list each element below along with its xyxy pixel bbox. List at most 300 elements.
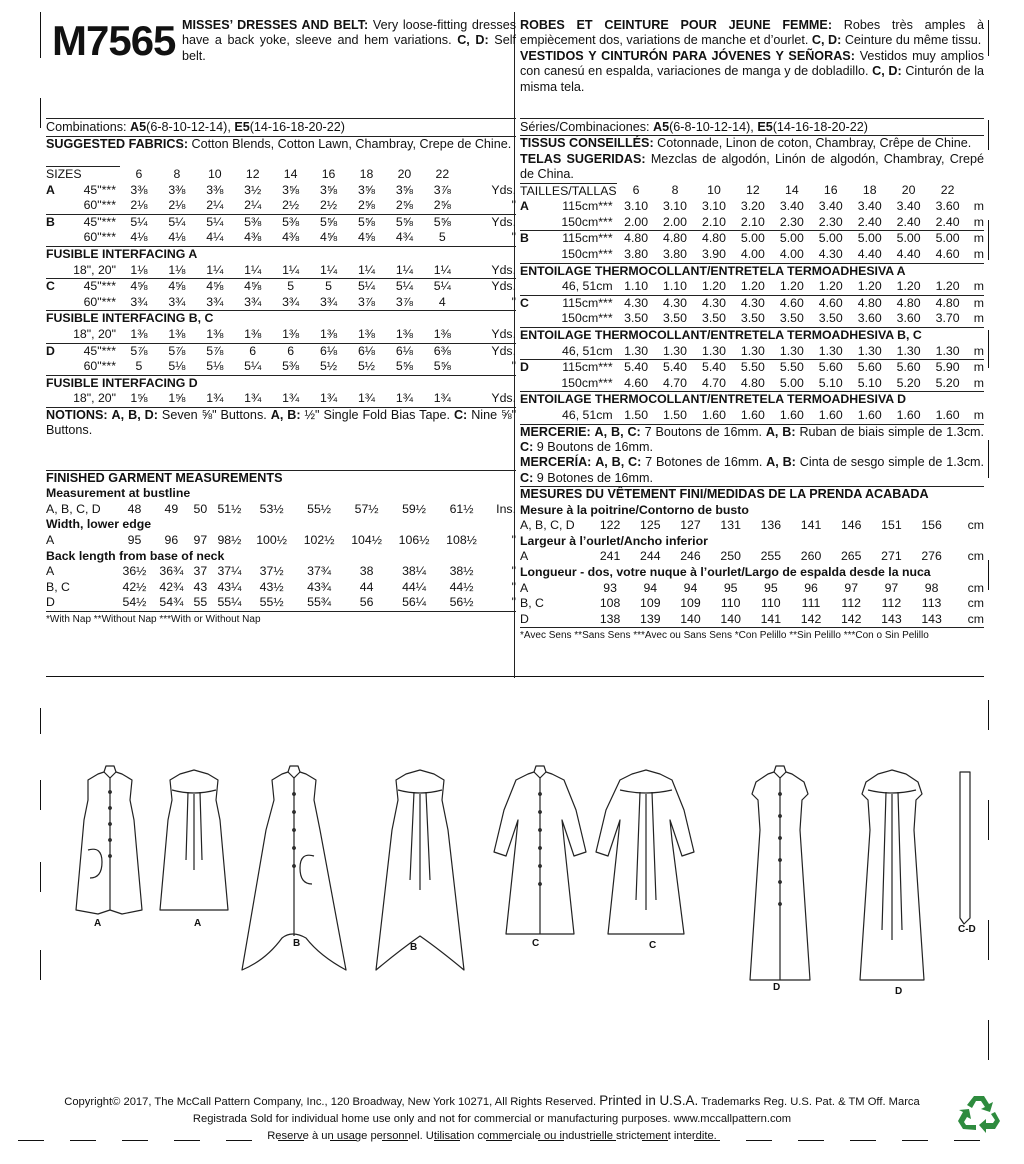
yardage-value: 5.00 [779,375,804,390]
yardage-value: 4⅝ [244,279,262,294]
yardage-row [46,263,516,279]
measure-value: 111 [801,596,821,611]
measure-heading-row [46,486,516,502]
measure-value: 96 [804,580,818,595]
yardage-value: 3.90 [701,247,726,262]
suggested-fabrics [46,136,516,166]
fr-notions-view-3: C: [520,439,534,454]
measure-value: 104½ [351,532,382,547]
yardage-value: 4.80 [740,375,765,390]
view-letter [46,391,60,407]
yardage-value: 5.60 [896,360,921,375]
english-description [182,18,516,64]
yardage-row [46,343,516,359]
series-combinations-line [520,118,984,135]
dash-mark [988,440,989,478]
notions-text-2: ½" Single Fold Bias Tape. [304,407,450,422]
measure-value: 113 [921,596,942,611]
dash-mark [988,1020,989,1060]
fabric-width: 115cm*** [562,231,613,246]
yardage-value: 1¾ [244,391,262,406]
view-letter [46,263,60,279]
yardage-value: 2.40 [896,214,921,229]
measure-value: 55½ [259,595,284,610]
yardage-value: 5.20 [896,375,921,390]
fabric-width: 150cm*** [561,247,613,262]
yardage-value: 5.00 [779,231,804,246]
yardage-value: 4.30 [624,295,649,310]
measure-value: 146 [840,518,862,533]
yardage-value: 5.60 [857,360,882,375]
tissus-conseilles [520,135,984,151]
yardage-value: 1¼ [206,262,224,277]
fabric-width: 115cm*** [562,199,613,214]
fabric-width: 150cm*** [561,375,613,390]
yardage-value: 2.00 [624,214,649,229]
view-letter: D [46,343,55,358]
measure-value: 37¾ [307,564,332,579]
yardage-value: 5.20 [935,375,960,390]
yardage-value: 1.20 [896,279,921,294]
yardage-value: 4⅜ [282,230,300,245]
yardage-value: 5⅛ [206,359,224,374]
fabric-width: 60"*** [83,359,116,374]
interfacing-row [46,311,516,327]
interfacing-row [520,328,984,344]
yardage-value: 5.90 [935,360,960,375]
yardage-value: 4⅝ [320,230,338,245]
fr-notions-text-3: 9 Boutons de 16mm. [536,439,654,454]
measure-value: 97 [844,580,859,595]
yardage-value: 3.10 [701,199,726,214]
yardage-value: 3.50 [779,311,804,326]
merceria [520,455,984,486]
yardage-value: 1⅜ [130,326,148,341]
size-header: 20 [901,183,916,198]
measure-value: 265 [840,549,862,564]
unit: m [973,311,984,326]
yardage-value: 4.70 [701,375,726,390]
es-fabrics-text: Mezclas de algodón, Linón de algodón, Chambray, Crepé de China. [520,151,984,182]
size-header: 22 [940,183,955,198]
recycle-icon [956,1092,1002,1134]
yardage-value: 4.60 [779,295,804,310]
view-c-back-drawing [596,770,694,934]
measure-value: 43½ [259,579,284,594]
english-column [46,18,516,627]
unit: " [511,294,516,309]
measure-value: 112 [841,596,862,611]
yardage-value: 6⅛ [395,343,413,358]
measure-value: 127 [680,518,701,533]
yardage-value: 2.00 [663,214,687,229]
dash-mark [40,780,41,810]
yardage-value: 5.50 [740,360,765,375]
yardage-value: 1⅛ [130,262,148,277]
dash-mark [988,560,989,590]
measure-views: A, B, C, D [520,518,575,533]
es-notions-text-1: 7 Botones de 16mm. [645,455,763,470]
yardage-value: 1.30 [663,343,687,358]
copyright-text: Copyright© 2017, The McCall Pattern Company, Inc., 120 Broadway, New York 10271, All Rights Reserved. [64,1096,597,1108]
fabric-width: 115cm*** [562,295,613,310]
es-notions-view-2: A, B: [766,455,796,470]
size-header: 8 [173,166,181,181]
combinations-label: Combinations: [46,120,127,135]
yardage-value: 1.30 [857,343,882,358]
yardage-row [46,230,516,246]
yardage-value: 1.30 [740,343,765,358]
fabric-width: 18", 20" [73,262,116,277]
yardage-value: 4.80 [701,231,726,246]
yardage-value: 2½ [282,198,300,213]
yardage-value: 1.20 [935,279,960,294]
pattern-code: M7565 [52,17,176,64]
yardage-value: 1⅝ [130,391,148,406]
measure-value: 51½ [217,501,242,516]
measure-value: 37½ [259,564,284,579]
yardage-value: 3⅞ [395,294,413,309]
spanish-cd-label: C, D: [872,64,902,79]
size-header: 10 [707,183,721,198]
yardage-value: 3.50 [624,311,649,326]
series-combo-e-sizes: (14-16-18-20-22) [772,120,868,135]
unit: cm [967,518,984,533]
unit: m [973,360,984,375]
yardage-value: 4.00 [779,247,804,262]
yardage-value: 3.60 [896,311,921,326]
yardage-value: 4.40 [857,247,882,262]
series-combo-e: E5 [757,120,773,135]
yardage-value: 1⅜ [320,326,338,341]
view-letter [520,408,538,424]
measure-value: 95 [127,532,142,547]
yardage-value: 4.80 [624,231,649,246]
measure-value: 142 [800,611,822,626]
finished-measurements-title: FINISHED GARMENT MEASUREMENTS [46,470,516,486]
measure-value: 38¼ [402,564,427,579]
fig-label-c-front: C [532,938,540,949]
sizes-row [520,183,984,199]
yardage-value: 3.50 [663,311,687,326]
yardage-value: 3.80 [624,247,649,262]
measure-heading-row [520,565,984,581]
measure-value: 106½ [398,532,430,547]
combo-e: E5 [234,120,250,135]
yardage-value: 5¼ [130,214,148,229]
es-notions-view-1: A, B, C: [595,455,642,470]
measure-value: 48 [127,501,142,516]
yardage-value: 5.10 [818,375,843,390]
yardage-value: 3.20 [740,199,765,214]
measure-row [46,595,516,611]
view-d-back-drawing [860,770,924,980]
measure-views: A [520,580,529,595]
yardage-value: 3.50 [740,311,765,326]
size-header: 12 [245,166,260,181]
size-header: 16 [823,183,838,198]
measure-heading-row [46,549,516,565]
yardage-value: 2.10 [701,214,726,229]
yardage-value: 3.50 [701,311,726,326]
yardage-value: 4 [438,294,446,309]
yardage-value: 3¾ [206,294,224,309]
yardage-value: 1.20 [779,279,804,294]
es-notions-text-2: Cinta de sesgo simple de 1.3cm. [799,455,985,470]
view-letter: D [520,360,529,375]
spanish-title: VESTIDOS Y CINTURÓN PARA JÓVENES Y SEÑORAS: [520,48,855,63]
es-notions-text-3: 9 Botones de 16mm. [536,470,654,485]
measure-value: 102½ [303,532,335,547]
yardage-value: 3½ [244,182,262,197]
fig-label-c-back: C [649,940,657,951]
measure-value: 93 [603,580,617,595]
footer [0,1092,1024,1145]
measure-heading: Longueur - dos, votre nuque à l’ourlet/Largo de espalda desde la nuca [520,564,931,579]
yardage-value: 4¾ [395,230,413,245]
measure-value: 43 [193,579,208,594]
yardage-value: 4.30 [740,295,765,310]
unit: Yds. [491,326,516,341]
yardage-value: 1.60 [779,407,804,422]
unit: m [973,375,984,390]
measure-views: B, C [46,579,70,594]
yardage-value: 1.30 [624,343,649,358]
measure-value: 241 [599,549,621,564]
measure-row [520,581,984,597]
yardage-value: 2⅝ [395,198,413,213]
yardage-value: 4.80 [857,295,882,310]
english-desc-text: Very loose-fitting dresses have a back yoke, sleeve and hem variations. [182,18,517,48]
view-letter [46,198,60,214]
view-letter: B [520,231,529,246]
measure-heading: Back length from base of neck [46,548,225,563]
measure-row [520,518,984,534]
yardage-value: 5¼ [357,279,376,294]
measure-value: 54½ [122,595,147,610]
unit: m [973,247,984,262]
measure-value: 95 [723,580,738,595]
yardage-value: 3.60 [857,311,882,326]
yardage-value: 4.30 [701,295,726,310]
sizes-label: TAILLES/TALLAS [520,183,617,198]
yardage-value: 1.60 [935,407,960,422]
measure-value: 59½ [402,501,427,516]
unit: " [511,595,516,610]
dash-mark [40,950,41,980]
unit: m [973,343,984,358]
printed-in-usa: Printed in U.S.A. [599,1093,699,1108]
measure-heading: Mesure à la poitrine/Contorno de busto [520,502,749,517]
fabric-width: 150cm*** [561,214,613,229]
interfacing-heading: ENTOILAGE THERMOCOLLANT/ENTRETELA TERMOADHESIVA A [520,263,984,279]
view-letter [520,247,538,263]
yardage-value: 1.30 [935,343,960,358]
yardage-row [520,408,984,424]
measure-views: B, C [520,596,544,611]
french-title: ROBES ET CEINTURE POUR JEUNE FEMME: [520,18,833,32]
yardage-value: 5 [438,230,446,245]
fr-notions-text-2: Ruban de biais simple de 1.3cm. [799,424,984,439]
yardage-value: 2½ [320,198,338,213]
yardage-value: 1.60 [701,407,726,422]
view-d-front-drawing [750,766,810,980]
yardage-value: 1⅜ [357,326,376,341]
measure-heading: Largeur à l’ourlet/Ancho inferior [520,533,708,548]
es-notions-label: MERCERÍA: [520,455,592,470]
yardage-value: 5⅜ [282,214,300,229]
measure-value: 38 [359,564,374,579]
interfacing-heading: FUSIBLE INTERFACING A [46,247,516,263]
measure-value: 36¾ [159,564,184,579]
yardage-row [46,391,516,407]
yardage-value: 3.40 [779,199,804,214]
yardage-table-metric [520,183,984,424]
yardage-value: 4⅛ [130,230,148,245]
unit: m [973,407,984,422]
yardage-row [46,198,516,214]
measure-value: 140 [680,611,701,626]
yardage-value: 3.40 [857,199,882,214]
yardage-value: 4.80 [935,295,960,310]
yardage-value: 2⅛ [168,198,186,213]
view-letter [46,359,60,375]
fabric-width: 46, 51cm [562,407,613,422]
measure-value: 57½ [354,501,379,516]
fabric-width: 18", 20" [73,326,116,341]
yardage-value: 3.60 [935,199,960,214]
yardage-value: 1¾ [357,391,376,406]
measure-value: 255 [760,549,782,564]
yardage-value: 3.10 [663,199,687,214]
yardage-value: 1⅜ [395,326,413,341]
dash-mark [40,98,41,128]
fig-label-b-back: B [410,942,418,953]
unit: Yds. [491,391,516,406]
yardage-value: 4⅝ [206,279,224,294]
yardage-value: 5.60 [818,360,843,375]
measure-value: 109 [640,596,661,611]
yardage-value: 2.40 [935,214,960,229]
yardage-value: 5.00 [935,231,960,246]
measure-value: 55¼ [217,595,242,610]
english-cd-text: Self belt. [182,33,516,63]
measure-value: 94 [643,580,658,595]
interfacing-row [520,263,984,279]
measure-heading-row [520,503,984,519]
measure-row [520,596,984,612]
unit: " [511,198,516,213]
yardage-value: 3¾ [282,294,300,309]
measure-value: 156 [921,518,942,533]
yardage-value: 5⅝ [395,359,413,374]
measure-value: 43¾ [307,579,332,594]
yardage-row [46,214,516,230]
yardage-row [520,360,984,376]
combinations-line [46,118,516,135]
yardage-value: 1.30 [818,343,843,358]
measure-value: 96 [164,532,179,547]
dash-mark [988,220,989,260]
fabric-width: 45"*** [83,214,116,229]
french-spanish-column [520,18,984,643]
unit: m [973,295,984,310]
notions-view-1: A, B, D: [111,407,158,422]
measure-value: 110 [720,596,741,611]
measure-value: 141 [760,611,782,626]
notions-view-2: A, B: [270,407,301,422]
yardage-value: 1.30 [896,343,921,358]
yardage-value: 3.40 [818,199,843,214]
fabric-width: 18", 20" [73,391,116,406]
view-letter [520,311,538,327]
measure-value: 50 [193,501,208,516]
yardage-value: 3⅞ [357,294,376,309]
unit: Yds. [491,343,516,358]
notions [46,407,516,470]
yardage-value: 2⅛ [130,198,148,213]
view-letter: C [520,295,529,310]
view-b-back-drawing [376,770,464,970]
size-header: 16 [321,166,336,181]
yardage-value: 3⅝ [320,182,338,197]
size-header: 10 [207,166,222,181]
view-letter [46,230,60,246]
measure-value: 43¼ [217,579,242,594]
yardage-value: 1¾ [433,391,451,406]
measure-views: A [46,532,55,547]
unit: m [973,231,984,246]
yardage-value: 1¼ [320,262,338,277]
fabrics-label: SUGGESTED FABRICS: [46,136,189,151]
unit: Yds. [491,262,516,277]
notions-label: NOTIONS: [46,407,108,422]
dash-mark [988,120,989,150]
yardage-value: 1⅝ [168,391,186,406]
series-combo-a: A5 [653,120,670,135]
yardage-value: 4⅝ [357,230,376,245]
view-letter [520,279,538,295]
measure-value: 131 [720,518,741,533]
trademark-text: Trademarks Reg. U.S. Pat. & TM Off. Marca [701,1096,920,1108]
footer-line-3: Reserve à un usage personnel. Utilisation commerciale ou industrielle strictement interdite. [267,1130,717,1142]
yardage-value: 5.00 [896,231,921,246]
yardage-value: 1⅜ [206,326,224,341]
belt-drawing [960,772,970,924]
unit: " [511,564,516,579]
fabric-width: 46, 51cm [562,343,613,358]
view-letter [520,215,538,231]
measure-value: 44 [359,579,374,594]
measure-row [46,533,516,549]
measure-row [46,502,516,518]
view-letter [520,376,538,392]
notions-text-1: Seven ⅝" Buttons. [161,407,267,422]
yardage-value: 4⅝ [168,279,186,294]
interfacing-row [520,392,984,408]
yardage-value: 1¾ [206,391,224,406]
fabric-width: 45"*** [83,343,116,358]
yardage-value: 1.50 [624,407,649,422]
measure-value: 136 [760,518,782,533]
yardage-value: 1¼ [282,262,300,277]
fabric-width: 60"*** [83,198,116,213]
yardage-value: 1¾ [320,391,338,406]
yardage-row [520,295,984,311]
view-a-front-drawing [76,766,142,914]
yardage-value: 1.60 [896,407,921,422]
view-letter [520,344,538,360]
